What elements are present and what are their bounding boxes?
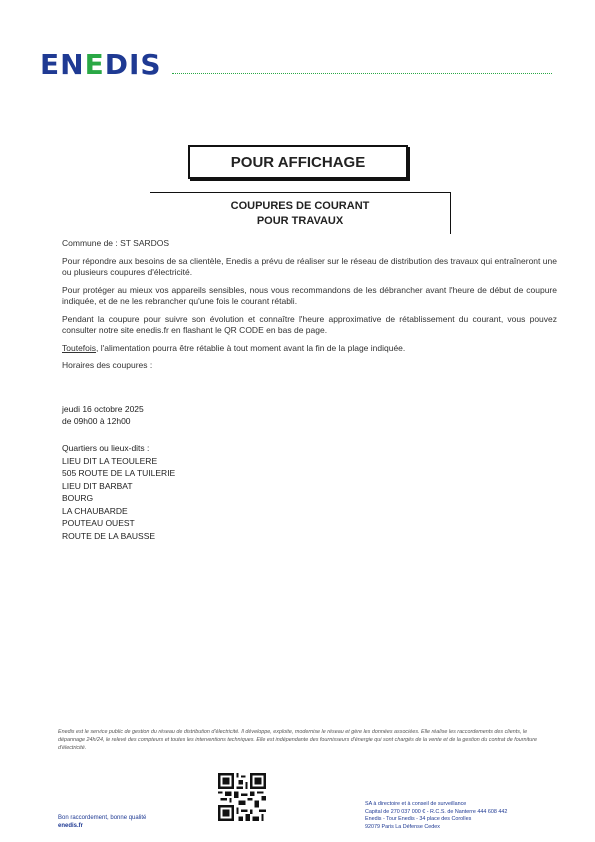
notice-body (62, 238, 557, 378)
company-legal-1: SA à directoire et à conseil de surveillance (365, 801, 467, 807)
schedule-date: jeudi 16 octobre 2025 (62, 404, 144, 414)
logo-divider (172, 73, 552, 74)
paragraph-2: Pour protéger au mieux vos appareils sensibles, nous vous recommandons de les débrancher avant l'heure de début de coupure indiquée, et de ne les rebrancher qu'une fois le courant rétabli. (62, 284, 557, 306)
list-item: LA CHAUBARDE (62, 505, 128, 516)
list-item: LIEU DIT BARBAT (62, 480, 133, 491)
paragraph-3: Pendant la coupure pour suivre son évolution et connaître l'heure approximative de rétablissement du courant, vous pouvez consulter notre site enedis.fr en flashant le QR CODE en bas de page. (62, 313, 557, 335)
paragraph-4-rest: , l'alimentation pourra être rétablie à tout moment avant la fin de la plage indiquée. (96, 342, 406, 353)
subtitle-line2: POUR TRAVAUX (256, 214, 344, 227)
toutefois: Toutefois (62, 342, 97, 353)
horaires-label: Horaires des coupures : (62, 360, 153, 370)
paragraph-1: Pour répondre aux besoins de sa clientèle, Enedis a prévu de réaliser sur le réseau de distribution des travaux qui entraîneront une ou plusieurs coupures d'électricité. (62, 255, 557, 277)
enedis-logo: ENEDIS (40, 48, 162, 81)
footer-left (58, 814, 146, 830)
title-box (188, 145, 408, 179)
list-item: 505 ROUTE DE LA TUILERIE (62, 468, 176, 478)
page-title: POUR AFFICHAGE (230, 153, 366, 171)
company-address-1: Enedis - Tour Enedis - 34 place des Corolles (365, 816, 472, 823)
list-item: ROUTE DE LA BAUSSE (62, 530, 156, 541)
footer-right (365, 801, 507, 831)
schedule (62, 404, 144, 427)
schedule-time: de 09h00 à 12h00 (62, 415, 131, 426)
footer-website-link[interactable]: enedis.fr (58, 823, 84, 829)
list-item: BOURG (62, 493, 94, 503)
subtitle-line1: COUPURES DE COURANT (230, 199, 370, 212)
qr-code[interactable] (218, 773, 266, 821)
list-item: LIEU DIT LA TEOULERE (62, 455, 158, 466)
company-legal-2: Capital de 270 037 000 € - R.C.S. de Nanterre 444 608 442 (365, 808, 508, 815)
company-address-2: 92079 Paris La Défense Cedex (365, 823, 440, 830)
list-item: POUTEAU OUEST (62, 518, 135, 528)
subtitle-box (150, 192, 451, 234)
places-heading: Quartiers ou lieux-dits : (62, 443, 150, 453)
places-list (62, 442, 175, 542)
commune-label: Commune de : ST SARDOS (62, 238, 170, 248)
paragraph-4 (62, 343, 557, 355)
footer-slogan: Bon raccordement, bonne qualité (58, 815, 147, 821)
legal-notice: Enedis est le service public de gestion du réseau de distribution d'électricité. Il développe, exploite, modernise le réseau et gère les données associées. Elle réalise les raccordements des clients, le dépannage 24h/24, le relevé des compteurs et toutes les interventions techniques. Elle est indépendante des fournisseurs d'énergie qui sont chargés de la vente et de la gestion du contrat de fourniture d'électricité. (58, 729, 538, 751)
